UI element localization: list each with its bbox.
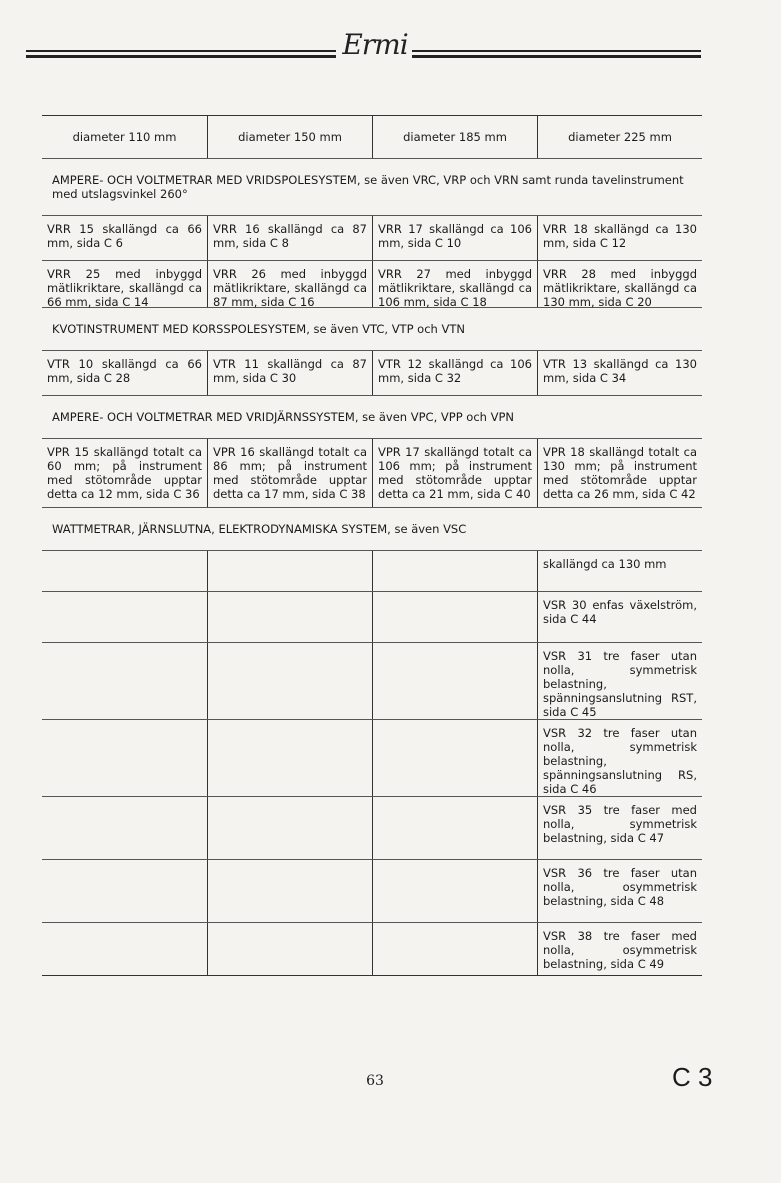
empty-cell — [207, 923, 372, 975]
diameter-225: diameter 225 mm — [537, 116, 702, 158]
empty-cell — [372, 860, 537, 922]
vtr-10-cell: VTR 10 skallängd ca 66 mm, sida C 28 — [47, 357, 202, 385]
empty-cell — [42, 797, 207, 859]
empty-cell — [42, 592, 207, 642]
table-row — [42, 551, 702, 592]
table-row — [42, 720, 702, 797]
vsr-36-cell: VSR 36 tre faser utan nolla, osymmetrisk belastning, sida C 48 — [537, 860, 702, 922]
empty-cell — [42, 551, 207, 591]
empty-cell — [372, 551, 537, 591]
table-row — [42, 860, 702, 923]
header-rule-left — [26, 50, 336, 60]
section-header-vridjarn — [42, 396, 702, 439]
instrument-table — [42, 115, 702, 976]
empty-cell — [42, 860, 207, 922]
empty-cell — [372, 592, 537, 642]
section-title: AMPERE- OCH VOLTMETRAR MED VRIDJÄRNSSYSTEM, se även VPC, VPP och VPN — [52, 410, 514, 424]
section-header-kvot — [42, 308, 702, 351]
empty-cell — [207, 797, 372, 859]
ermi-logo: Ermi — [342, 28, 408, 61]
empty-cell — [207, 860, 372, 922]
empty-cell — [207, 551, 372, 591]
table-row — [42, 797, 702, 860]
table-row — [42, 643, 702, 720]
diameter-row — [42, 116, 702, 159]
page-header — [0, 28, 781, 78]
empty-cell — [207, 720, 372, 796]
vsr-30-cell: VSR 30 enfas växelström, sida C 44 — [537, 592, 702, 642]
empty-cell — [372, 643, 537, 719]
section-title: WATTMETRAR, JÄRNSLUTNA, ELEKTRODYNAMISKA SYSTEM, se även VSC — [52, 522, 467, 536]
table-row — [42, 439, 702, 508]
vsr-38-cell: VSR 38 tre faser med nolla, osymmetrisk belastning, sida C 49 — [537, 923, 702, 975]
vtr-11-cell: VTR 11 skallängd ca 87 mm, sida C 30 — [207, 351, 372, 395]
vtr-13-cell: VTR 13 skallängd ca 130 mm, sida C 34 — [537, 351, 702, 395]
diameter-110: diameter 110 mm — [72, 130, 177, 144]
vpr-18-cell: VPR 18 skallängd totalt ca 130 mm; på instrument med stötområde upptar detta ca 26 mm, sida C 42 — [537, 439, 702, 507]
vpr-17-cell: VPR 17 skallängd totalt ca 106 mm; på instrument med stötområde upptar detta ca 21 mm, sida C 40 — [372, 439, 537, 507]
empty-cell — [42, 720, 207, 796]
table-row — [42, 351, 702, 396]
vrr-16-cell: VRR 16 skallängd ca 87 mm, sida C 8 — [207, 216, 372, 260]
table-row — [42, 261, 702, 308]
table-row — [42, 592, 702, 643]
vrr-15-cell: VRR 15 skallängd ca 66 mm, sida C 6 — [47, 222, 202, 250]
empty-cell — [207, 592, 372, 642]
vtr-12-cell: VTR 12 skallängd ca 106 mm, sida C 32 — [372, 351, 537, 395]
vrr-26-cell: VRR 26 med inbyggd mätlikriktare, skallängd ca 87 mm, sida C 16 — [207, 261, 372, 307]
empty-cell — [42, 643, 207, 719]
vrr-17-cell: VRR 17 skallängd ca 106 mm, sida C 10 — [372, 216, 537, 260]
vsr-35-cell: VSR 35 tre faser med nolla, symmetrisk belastning, sida C 47 — [537, 797, 702, 859]
vsr-31-cell: VSR 31 tre faser utan nolla, symmetrisk belastning, spänningsanslutning RST, sida C 45 — [537, 643, 702, 719]
empty-cell — [372, 720, 537, 796]
table-row — [42, 216, 702, 261]
vrr-28-cell: VRR 28 med inbyggd mätlikriktare, skallängd ca 130 mm, sida C 20 — [537, 261, 702, 307]
section-header-vridspole — [42, 159, 702, 216]
vrr-18-cell: VRR 18 skallängd ca 130 mm, sida C 12 — [537, 216, 702, 260]
empty-cell — [207, 643, 372, 719]
vsr-32-cell: VSR 32 tre faser utan nolla, symmetrisk belastning, spänningsanslutning RS, sida C 46 — [537, 720, 702, 796]
vrr-25-cell: VRR 25 med inbyggd mätlikriktare, skallängd ca 66 mm, sida C 14 — [47, 267, 202, 309]
vpr-15-cell: VPR 15 skallängd totalt ca 60 mm; på instrument med stötområde upptar detta ca 12 mm, sida C 36 — [47, 445, 202, 501]
page-number: 63 — [366, 1073, 384, 1089]
empty-cell — [372, 923, 537, 975]
section-title: AMPERE- OCH VOLTMETRAR MED VRIDSPOLESYSTEM, se även VRC, VRP och VRN samt runda tavelinstrument med utslagsvinkel 260° — [52, 173, 684, 201]
vpr-16-cell: VPR 16 skallängd totalt ca 86 mm; på instrument med stötområde upptar detta ca 17 mm, sida C 38 — [207, 439, 372, 507]
empty-cell — [42, 923, 207, 975]
section-code: C 3 — [672, 1062, 713, 1092]
header-rule-right — [412, 50, 701, 60]
section-title: KVOTINSTRUMENT MED KORSSPOLESYSTEM, se även VTC, VTP och VTN — [52, 322, 465, 336]
diameter-150: diameter 150 mm — [207, 116, 372, 158]
watt-scale-cell: skallängd ca 130 mm — [537, 551, 702, 591]
vrr-27-cell: VRR 27 med inbyggd mätlikriktare, skallängd ca 106 mm, sida C 18 — [372, 261, 537, 307]
empty-cell — [372, 797, 537, 859]
table-row — [42, 923, 702, 975]
section-header-watt — [42, 508, 702, 551]
diameter-185: diameter 185 mm — [372, 116, 537, 158]
